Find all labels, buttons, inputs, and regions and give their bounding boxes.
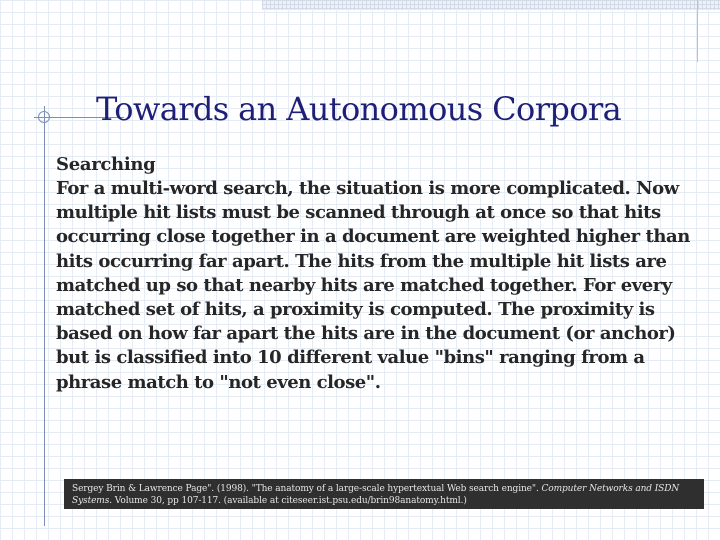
reference-authors: Sergey Brin & Lawrence Page". (1998). "The anatomy of a large-scale hypertextual Web search engine".: [72, 484, 539, 494]
reference-journal: Computer Networks and ISDN Systems.: [72, 484, 680, 506]
reference-details: Volume 30, pp 107-117. (available at citeseer.ist.psu.edu/brin98anatomy.html.): [114, 496, 467, 506]
left-accent-line: [44, 106, 45, 526]
reference-citation: [64, 479, 704, 509]
slide-title: Towards an Autonomous Corpora: [96, 90, 622, 128]
section-heading: Searching: [56, 154, 156, 175]
ring-ornament-icon: [38, 111, 50, 123]
body-paragraph: For a multi-word search, the situation is more complicated. Now multiple hit lists must be scanned through at once so that hits occurring close together in a document are weighted higher than hits occurring far apart. The hits from the multiple hit lists are matched up so that nearby hits are matched together. For every matched set of hits, a proximity is computed. The proximity is based on how far apart the hits are in the document (or anchor) but is classified into 10 different value "bins" ranging from a phrase match to "not even close".: [56, 178, 690, 393]
top-right-divider-line: [697, 0, 698, 62]
top-decorative-band: [262, 0, 720, 10]
